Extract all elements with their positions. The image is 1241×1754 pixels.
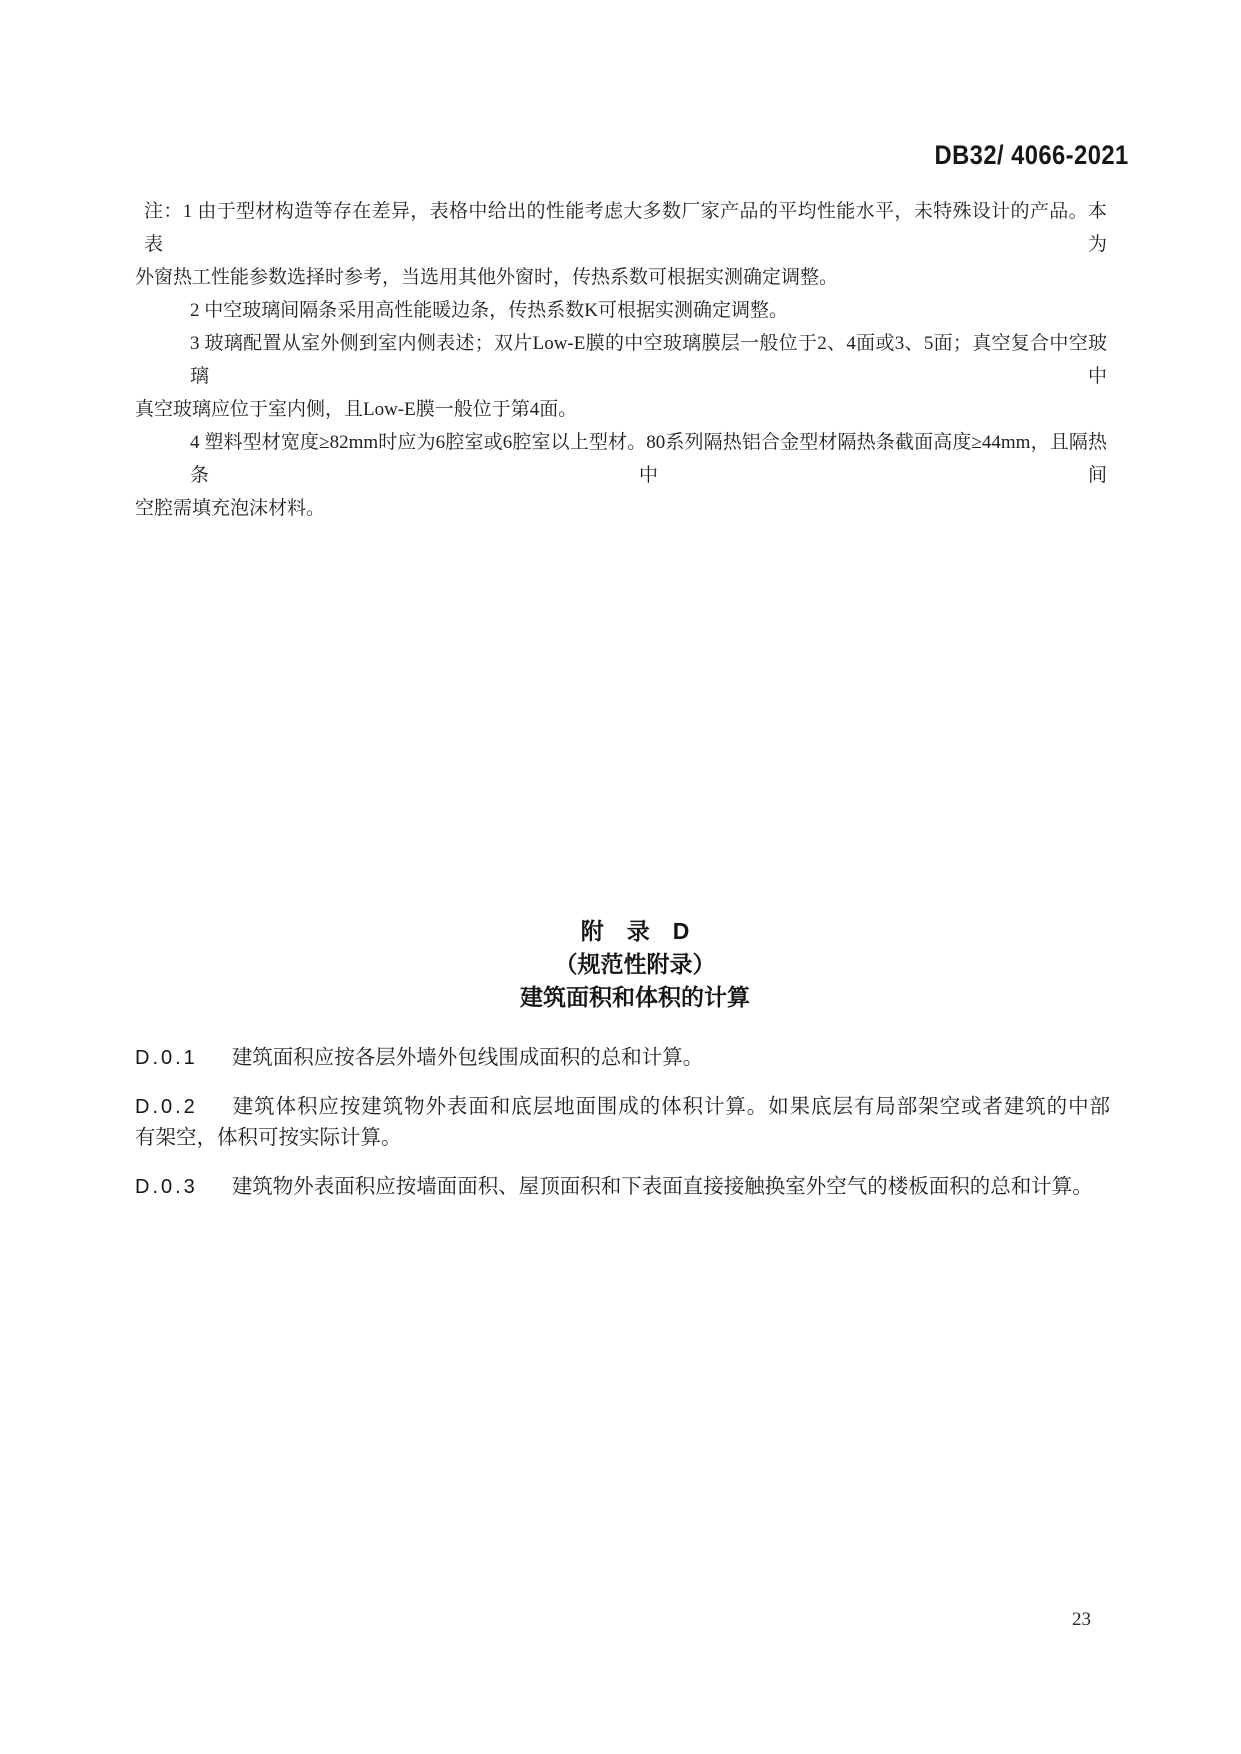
note-line: 4 塑料型材宽度≥82mm时应为6腔室或6腔室以上型材。80系列隔热铝合金型材隔热条截面高度≥44mm，且隔热条中间 (190, 432, 1107, 486)
notes-block (135, 195, 1107, 525)
clause-text: 有架空，体积可按实际计算。 (135, 1127, 402, 1149)
note-line: 真空玻璃应位于室内侧，且Low-E膜一般位于第4面。 (135, 399, 578, 420)
appendix-title: 附 录 D (580, 918, 690, 944)
clause-d01 (135, 1042, 1110, 1074)
clause-text: 建筑物外表面积应按墙面面积、屋顶面积和下表面直接接触换室外空气的楼板面积的总和计算。 (231, 1176, 1093, 1198)
clause-text: 建筑体积应按建筑物外表面和底层地面围成的体积计算。如果底层有局部架空或者建筑的中部 (231, 1096, 1110, 1118)
standard-code-header: DB32/ 4066-2021 (934, 140, 1129, 170)
note-line: 外窗热工性能参数选择时参考，当选用其他外窗时，传热系数可根据实测确定调整。 (135, 267, 839, 288)
clause-line (135, 1092, 1110, 1123)
page-number: 23 (1072, 1609, 1091, 1630)
clause-label: D.0.2 (135, 1096, 198, 1118)
clause-label: D.0.1 (135, 1047, 198, 1069)
note-line: 3 玻璃配置从室外侧到室内侧表述；双片Low-E膜的中空玻璃膜层一般位于2、4面或3、5面；真空复合中空玻璃中 (190, 333, 1107, 387)
appendix-section-title: 建筑面积和体积的计算 (520, 984, 750, 1010)
clause-text: 建筑面积应按各层外墙外包线围成面积的总和计算。 (231, 1047, 704, 1069)
appendix-subtitle: （规范性附录） (554, 951, 716, 977)
appendix-heading-block (135, 915, 1135, 1014)
note-line: 2 中空玻璃间隔条采用高性能暖边条，传热系数K可根据实测确定调整。 (190, 300, 788, 321)
clause-d03 (135, 1171, 1110, 1203)
clause-line (135, 1171, 1110, 1203)
note-line: 空腔需填充泡沫材料。 (135, 498, 326, 519)
clause-line (135, 1042, 1110, 1074)
clause-d02 (135, 1092, 1110, 1154)
clause-line (135, 1123, 1110, 1154)
note-line: 注：1 由于型材构造等存在差异，表格中给出的性能考虑大多数厂家产品的平均性能水平，未特殊设计的产品。本表为 (144, 201, 1107, 255)
clause-label: D.0.3 (135, 1176, 198, 1198)
